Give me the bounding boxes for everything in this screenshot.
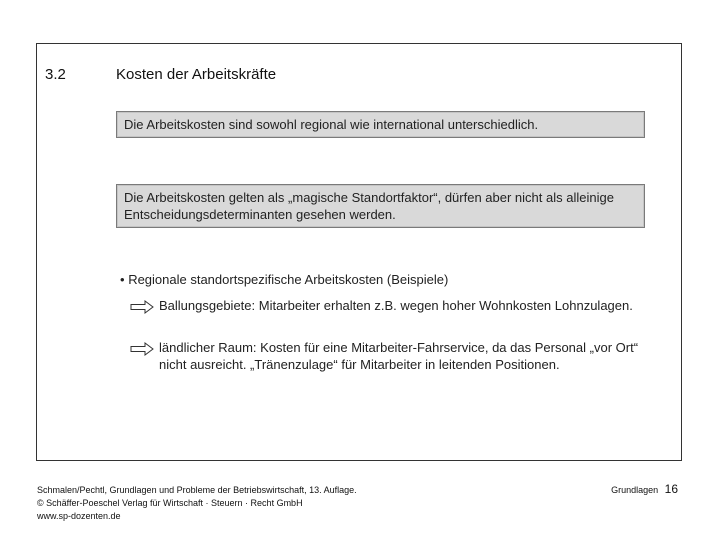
right-arrow-icon xyxy=(130,300,154,314)
bullet-marker: • xyxy=(120,272,125,287)
footer-url: www.sp-dozenten.de xyxy=(37,511,121,521)
footer-line-1: Schmalen/Pechtl, Grundlagen und Probleme der Betriebswirtschaft, 13. Auflage. xyxy=(37,485,357,495)
statement-box-1: Die Arbeitskosten sind sowohl regional wie international unterschiedlich. xyxy=(116,111,645,138)
bullet-heading-text: Regionale standortspezifische Arbeitskosten (Beispiele) xyxy=(128,272,449,287)
page-number: 16 xyxy=(664,482,678,496)
list-item-text: ländlicher Raum: Kosten für eine Mitarbeiter-Fahrservice, da das Personal „vor Ort“ nicht ausreicht. „Tränenzulage“ für Mitarbeiter in leitenden Positionen. xyxy=(159,340,639,372)
right-arrow-icon xyxy=(130,342,154,356)
content-frame xyxy=(36,43,682,461)
footer-section-label: Grundlagen xyxy=(611,485,659,495)
section-title: Kosten der Arbeitskräfte xyxy=(116,66,277,83)
list-item-text: Ballungsgebiete: Mitarbeiter erhalten z.B. wegen hoher Wohnkosten Lohnzulagen. xyxy=(159,298,633,313)
list-item xyxy=(130,297,650,314)
footer-line-2: © Schäffer-Poeschel Verlag für Wirtschaft · Steuern · Recht GmbH xyxy=(37,498,303,508)
bullet-heading xyxy=(120,272,448,287)
section-number: 3.2 xyxy=(45,66,66,83)
footer-citation xyxy=(37,484,357,523)
statement-box-2: Die Arbeitskosten gelten als „magische Standortfaktor“, dürfen aber nicht als alleinige Entscheidungsdeterminanten gesehen werden. xyxy=(116,184,645,228)
list-item xyxy=(130,339,650,373)
footer-page-info xyxy=(611,482,678,496)
